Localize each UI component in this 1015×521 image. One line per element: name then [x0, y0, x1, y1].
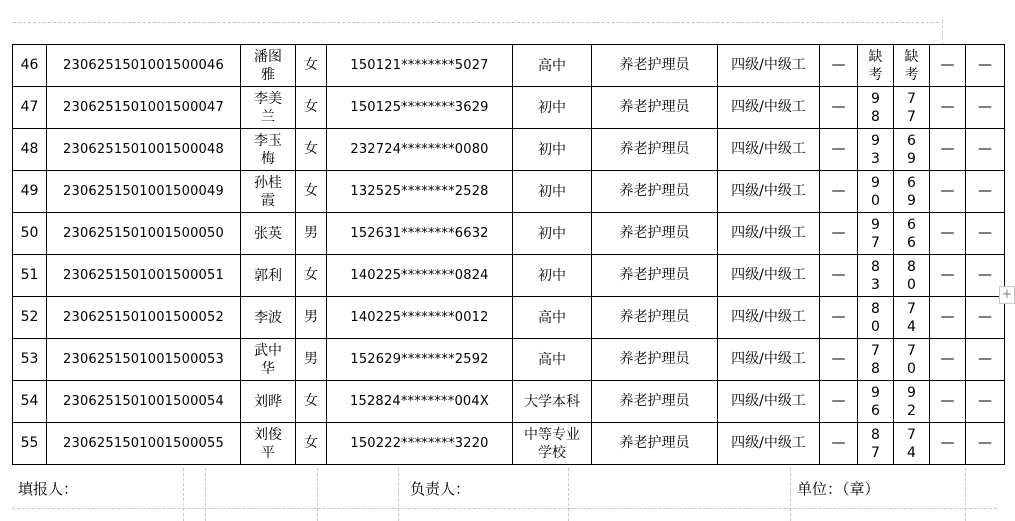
cell-gender: 女	[296, 381, 327, 423]
cell-blank: —	[820, 213, 858, 255]
table-row	[13, 87, 1005, 129]
cell-score-theory-text: 97	[871, 216, 880, 251]
cell-occupation: 养老护理员	[592, 423, 718, 465]
table-row	[13, 213, 1005, 255]
cell-guide	[568, 468, 569, 521]
cell-blank: —	[930, 213, 966, 255]
cell-education	[513, 381, 592, 423]
cell-score-theory	[858, 255, 894, 297]
cell-score-theory-text: 98	[871, 90, 880, 125]
cell-ticket-no: 2306251501001500049	[47, 171, 241, 213]
unit-seal-label: 单位：（章）	[797, 480, 880, 498]
cell-blank: —	[930, 255, 966, 297]
cell-gender: 男	[296, 297, 327, 339]
cell-blank: —	[820, 381, 858, 423]
cell-id-number: 150121********5027	[327, 45, 513, 87]
cell-id-number: 152631********6632	[327, 213, 513, 255]
cell-seq-no: 49	[13, 171, 47, 213]
cell-score-skill	[894, 213, 930, 255]
cell-id-number: 150125********3629	[327, 87, 513, 129]
cell-ticket-no: 2306251501001500048	[47, 129, 241, 171]
cell-level: 四级/中级工	[718, 255, 820, 297]
cell-ticket-no: 2306251501001500054	[47, 381, 241, 423]
cell-blank: —	[966, 381, 1005, 423]
cell-name	[241, 213, 296, 255]
cell-gender: 男	[296, 213, 327, 255]
cell-score-skill	[894, 423, 930, 465]
cell-score-theory-text: 缺考	[868, 48, 883, 83]
cell-education	[513, 255, 592, 297]
cell-occupation: 养老护理员	[592, 87, 718, 129]
cell-score-skill-text: 70	[907, 342, 916, 377]
cell-occupation: 养老护理员	[592, 339, 718, 381]
cell-score-skill	[894, 297, 930, 339]
cell-seq-no: 46	[13, 45, 47, 87]
cell-score-skill-text: 74	[907, 426, 916, 461]
cell-blank: —	[966, 423, 1005, 465]
cell-name-text: 武中华	[254, 342, 282, 377]
cell-level: 四级/中级工	[718, 87, 820, 129]
cell-guide	[965, 468, 966, 521]
cell-name-text: 刘晔	[254, 393, 282, 410]
cell-name	[241, 339, 296, 381]
cell-name	[241, 297, 296, 339]
cell-score-theory	[858, 87, 894, 129]
cell-blank: —	[930, 381, 966, 423]
cell-education-text: 初中	[538, 267, 566, 284]
cell-level: 四级/中级工	[718, 45, 820, 87]
page-crop-mark	[13, 22, 939, 23]
cell-score-skill	[894, 171, 930, 213]
cell-seq-no: 55	[13, 423, 47, 465]
cell-score-theory-text: 80	[871, 300, 880, 335]
cell-name	[241, 381, 296, 423]
cell-guide	[317, 468, 318, 521]
cell-blank: —	[966, 339, 1005, 381]
cell-gender: 男	[296, 339, 327, 381]
cell-seq-no: 51	[13, 255, 47, 297]
cell-score-skill	[894, 255, 930, 297]
cell-score-theory	[858, 297, 894, 339]
cell-blank: —	[966, 87, 1005, 129]
cell-id-number: 140225********0824	[327, 255, 513, 297]
cell-score-skill	[894, 339, 930, 381]
cell-ticket-no: 2306251501001500055	[47, 423, 241, 465]
cell-id-number: 152824********004X	[327, 381, 513, 423]
cell-blank: —	[930, 129, 966, 171]
cell-occupation: 养老护理员	[592, 297, 718, 339]
cell-level: 四级/中级工	[718, 129, 820, 171]
responsible-label: 负责人：	[410, 480, 471, 498]
cell-name	[241, 45, 296, 87]
cell-blank: —	[930, 87, 966, 129]
cell-gender: 女	[296, 171, 327, 213]
cell-ticket-no: 2306251501001500046	[47, 45, 241, 87]
cell-guide	[12, 508, 997, 509]
cell-seq-no: 50	[13, 213, 47, 255]
page-crop-mark	[942, 20, 943, 45]
cell-gender: 女	[296, 423, 327, 465]
cell-id-number: 150222********3220	[327, 423, 513, 465]
table-row	[13, 45, 1005, 87]
cell-score-skill-text: 74	[907, 300, 916, 335]
cell-score-skill-text: 69	[907, 174, 916, 209]
cell-blank: —	[930, 45, 966, 87]
cell-id-number: 152629********2592	[327, 339, 513, 381]
cell-score-skill-text: 缺考	[904, 48, 919, 83]
cell-score-theory-text: 90	[871, 174, 880, 209]
cell-score-theory	[858, 213, 894, 255]
cell-score-skill-text: 77	[907, 90, 916, 125]
cell-ticket-no: 2306251501001500051	[47, 255, 241, 297]
cell-blank: —	[966, 255, 1005, 297]
cell-education	[513, 129, 592, 171]
cell-score-skill	[894, 129, 930, 171]
cell-education	[513, 45, 592, 87]
cell-occupation: 养老护理员	[592, 381, 718, 423]
cell-level: 四级/中级工	[718, 213, 820, 255]
cell-education-text: 初中	[538, 99, 566, 116]
cell-name-text: 潘图雅	[254, 48, 282, 83]
cell-blank: —	[966, 129, 1005, 171]
cell-name	[241, 87, 296, 129]
cell-score-skill	[894, 381, 930, 423]
filler-label: 填报人：	[18, 480, 79, 498]
cell-name	[241, 423, 296, 465]
cell-name-text: 刘俊平	[254, 426, 282, 461]
cell-education-text: 初中	[538, 225, 566, 242]
cell-occupation: 养老护理员	[592, 171, 718, 213]
cell-blank: —	[820, 297, 858, 339]
cell-score-theory-text: 87	[871, 426, 880, 461]
cell-name-text: 孙桂霞	[254, 174, 282, 209]
cell-blank: —	[930, 423, 966, 465]
cell-score-theory-text: 96	[871, 384, 880, 419]
cell-blank: —	[820, 87, 858, 129]
cell-education	[513, 87, 592, 129]
cell-score-theory	[858, 381, 894, 423]
cell-blank: —	[820, 45, 858, 87]
table-row	[13, 171, 1005, 213]
cell-level: 四级/中级工	[718, 423, 820, 465]
cell-seq-no: 52	[13, 297, 47, 339]
table-row	[13, 381, 1005, 423]
cell-id-number: 140225********0012	[327, 297, 513, 339]
cell-ticket-no: 2306251501001500052	[47, 297, 241, 339]
cell-education-text: 高中	[538, 309, 566, 326]
cell-ticket-no: 2306251501001500047	[47, 87, 241, 129]
cell-blank: —	[966, 213, 1005, 255]
table-body	[13, 45, 1005, 465]
cell-level: 四级/中级工	[718, 381, 820, 423]
cell-score-theory	[858, 45, 894, 87]
cell-id-number: 132525********2528	[327, 171, 513, 213]
cell-score-theory-text: 78	[871, 342, 880, 377]
cell-name-text: 李波	[254, 309, 282, 326]
table-row	[13, 339, 1005, 381]
cell-score-skill-text: 66	[907, 216, 916, 251]
table-row	[13, 129, 1005, 171]
cell-blank: —	[820, 255, 858, 297]
cell-score-skill	[894, 45, 930, 87]
cell-education-text: 高中	[538, 351, 566, 368]
cell-blank: —	[930, 171, 966, 213]
cell-score-skill-text: 69	[907, 132, 916, 167]
cell-gender: 女	[296, 45, 327, 87]
cell-occupation: 养老护理员	[592, 213, 718, 255]
cell-gender: 女	[296, 129, 327, 171]
exam-score-table	[12, 44, 1005, 465]
cell-id-number: 232724********0080	[327, 129, 513, 171]
cell-guide	[205, 468, 206, 521]
cell-occupation: 养老护理员	[592, 129, 718, 171]
cell-name-text: 李玉梅	[254, 132, 282, 167]
cell-gender: 女	[296, 87, 327, 129]
table-row	[13, 423, 1005, 465]
cell-ticket-no: 2306251501001500053	[47, 339, 241, 381]
cell-level: 四级/中级工	[718, 297, 820, 339]
cell-education-text: 初中	[538, 183, 566, 200]
cell-education	[513, 297, 592, 339]
cell-guide	[183, 468, 184, 521]
cell-blank: —	[966, 171, 1005, 213]
cell-seq-no: 53	[13, 339, 47, 381]
cell-score-theory	[858, 129, 894, 171]
cell-blank: —	[820, 129, 858, 171]
cell-education	[513, 339, 592, 381]
cell-blank: —	[820, 171, 858, 213]
cell-education-text: 大学本科	[524, 393, 580, 410]
cell-guide	[398, 468, 399, 521]
add-row-button[interactable]: +	[999, 286, 1015, 304]
signature-footer	[12, 468, 997, 521]
cell-level: 四级/中级工	[718, 339, 820, 381]
cell-seq-no: 47	[13, 87, 47, 129]
cell-education	[513, 213, 592, 255]
cell-guide	[790, 468, 791, 521]
cell-score-theory-text: 83	[871, 258, 880, 293]
cell-occupation: 养老护理员	[592, 45, 718, 87]
cell-education-text: 初中	[538, 141, 566, 158]
cell-score-theory	[858, 339, 894, 381]
cell-score-theory	[858, 423, 894, 465]
cell-score-skill-text: 92	[907, 384, 916, 419]
cell-score-skill	[894, 87, 930, 129]
cell-blank: —	[820, 339, 858, 381]
cell-name	[241, 255, 296, 297]
cell-blank: —	[930, 339, 966, 381]
cell-score-theory-text: 93	[871, 132, 880, 167]
cell-name-text: 张英	[254, 225, 282, 242]
cell-seq-no: 48	[13, 129, 47, 171]
cell-education-text: 高中	[538, 57, 566, 74]
cell-blank: —	[966, 45, 1005, 87]
cell-name	[241, 171, 296, 213]
cell-name-text: 郭利	[254, 267, 282, 284]
cell-name	[241, 129, 296, 171]
cell-blank: —	[930, 297, 966, 339]
table-row	[13, 297, 1005, 339]
cell-blank: —	[966, 297, 1005, 339]
cell-education	[513, 423, 592, 465]
cell-blank: —	[820, 423, 858, 465]
cell-level: 四级/中级工	[718, 171, 820, 213]
cell-seq-no: 54	[13, 381, 47, 423]
cell-score-theory	[858, 171, 894, 213]
cell-ticket-no: 2306251501001500050	[47, 213, 241, 255]
cell-gender: 女	[296, 255, 327, 297]
cell-education	[513, 171, 592, 213]
cell-name-text: 李美兰	[254, 90, 282, 125]
cell-education-text: 中等专业学校	[524, 426, 580, 461]
table-row	[13, 255, 1005, 297]
cell-occupation: 养老护理员	[592, 255, 718, 297]
cell-score-skill-text: 80	[907, 258, 916, 293]
